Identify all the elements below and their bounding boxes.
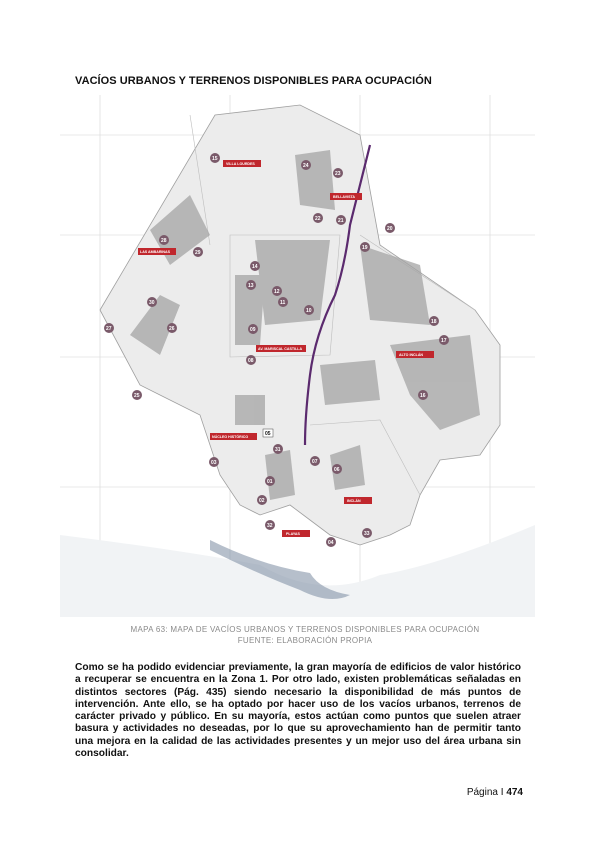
urban-voids-map — [60, 95, 535, 617]
label-playas-text: PLAYAS — [286, 532, 300, 536]
label-villa-lourdes-text: VILLA LOURDES — [226, 162, 255, 166]
marker-number: 33 — [364, 531, 370, 537]
marker-number: 32 — [267, 523, 273, 529]
map-svg — [60, 95, 535, 617]
marker-number: 21 — [338, 218, 344, 224]
marker-number: 31 — [275, 447, 281, 453]
label-las-ambarinas-text: LAS AMBARINAS — [140, 250, 171, 254]
marker-number: 15 — [212, 156, 218, 162]
marker-number: 09 — [250, 327, 256, 333]
marker-number: 16 — [420, 393, 426, 399]
marker-number: 14 — [252, 264, 258, 270]
label-inclan-text: INCLÁN — [347, 499, 361, 503]
label-nucleo-historico-text: NÚCLEO HISTÓRICO — [212, 435, 249, 439]
marker-number: 23 — [335, 171, 341, 177]
marker-number: 04 — [328, 540, 334, 546]
page-number — [467, 787, 523, 798]
marker-number: 13 — [248, 283, 254, 289]
marker-number: 19 — [362, 245, 368, 251]
label-bellavista-text: BELLAVISTA — [333, 195, 356, 199]
label-alto-inclan-text: ALTO INCLÁN — [399, 353, 424, 357]
marker-number: 03 — [211, 460, 217, 466]
page-value: 474 — [506, 787, 523, 798]
marker-number: 18 — [431, 319, 437, 325]
marker-number: 06 — [334, 467, 340, 473]
marker-number: 25 — [134, 393, 140, 399]
marker-number: 02 — [259, 498, 265, 504]
marker-number: 17 — [441, 338, 447, 344]
marker-number: 20 — [387, 226, 393, 232]
body-paragraph: Como se ha podido evidenciar previamente, la gran mayoría de edificios de valor histórico a recuperar se encuentra en la Zona 1. Por otro lado, existen problemáticas señaladas en distintos sectores (Pág. 435) siendo necesario la disponibilidad de más puntos de intervención. Ante ello, se ha optado por hacer uso de los vacíos urbanos, terrenos de carácter privado y público. En su mayoría, estos actúan como puntos que suelen atraer basura y actividades no deseadas, por lo que su aprovechamiento han de permitir tanto una mejora en la calidad de las actividades presentes y un mejor uso del área urbana sin consolidar. — [75, 662, 521, 760]
caption-source: FUENTE: ELABORACIÓN PROPIA — [237, 636, 373, 645]
marker-number: 26 — [169, 326, 175, 332]
page-title: VACÍOS URBANOS Y TERRENOS DISPONIBLES PARA OCUPACIÓN — [75, 75, 432, 87]
marker-number: 30 — [149, 300, 155, 306]
page-label: Página I — [466, 787, 504, 798]
caption-title: MAPA 63: MAPA DE VACÍOS URBANOS Y TERRENOS DISPONIBLES PARA OCUPACIÓN — [130, 625, 480, 634]
marker-number: 01 — [267, 479, 273, 485]
marker-number: 24 — [303, 163, 309, 169]
marker-number: 07 — [312, 459, 318, 465]
marker-number: 11 — [280, 300, 286, 306]
marker-number: 08 — [248, 358, 254, 364]
map-caption — [75, 624, 535, 646]
marker-number: 12 — [274, 289, 280, 295]
marker-number: 05 — [265, 431, 271, 437]
marker-number: 29 — [195, 250, 201, 256]
marker-number: 27 — [106, 326, 112, 332]
label-mariscal-castilla-text: AV. MARISCAL CASTILLA — [258, 347, 303, 351]
marker-number: 28 — [161, 238, 167, 244]
marker-number: 10 — [306, 308, 312, 314]
marker-number: 22 — [315, 216, 321, 222]
